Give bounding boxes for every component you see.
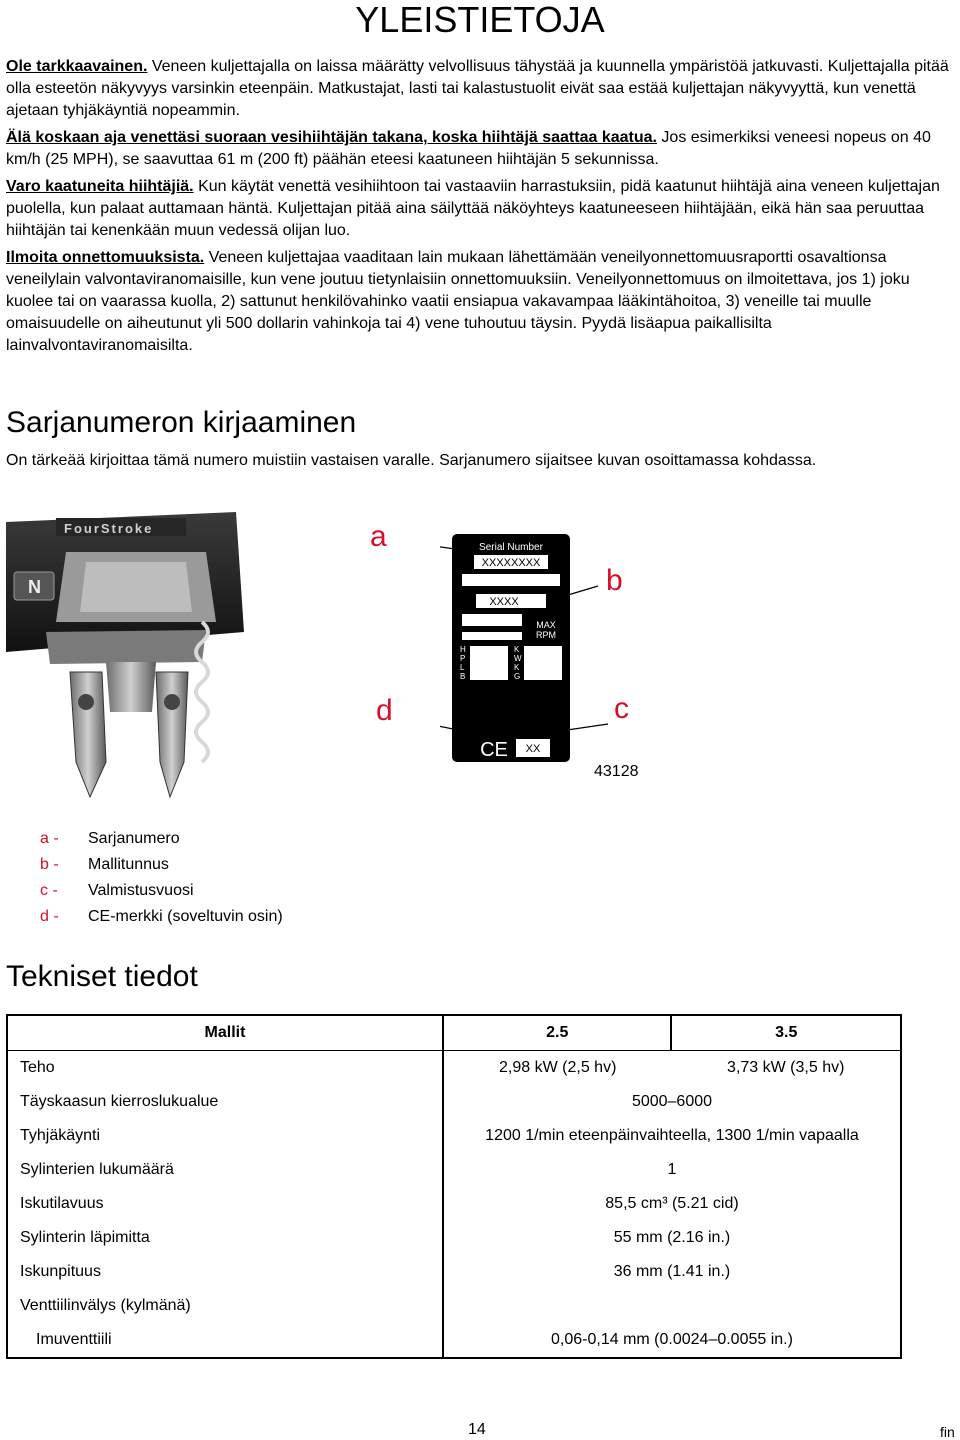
serial-intro: On tärkeää kirjoittaa tämä numero muistiin vastaisen varalle. Sarjanumero sijaitsee kuvan osoittamassa kohdassa. <box>6 452 817 469</box>
serial-figure <box>0 508 960 798</box>
page-title: YLEISTIETOJA <box>355 0 605 40</box>
callout-b: b <box>606 564 623 597</box>
row-value: 36 mm (1.41 in.) <box>443 1255 901 1289</box>
legend-item <box>40 904 283 930</box>
row-value: 85,5 cm³ (5.21 cid) <box>443 1187 901 1221</box>
language-code: fin <box>940 1424 955 1440</box>
specs-header-model-2-5: 2.5 <box>443 1015 672 1051</box>
row-label: Imuventtiili <box>36 1331 112 1348</box>
specs-heading: Tekniset tiedot <box>6 960 198 993</box>
callout-c: c <box>614 692 629 725</box>
row-value-3-5: 3,73 kW (3,5 hv) <box>727 1059 845 1076</box>
page-number: 14 <box>468 1421 486 1438</box>
ce-mark-icon: CE <box>480 739 508 761</box>
row-value-2-5: 2,98 kW (2,5 hv) <box>443 1051 672 1086</box>
plate-model-value: XXXX <box>489 596 519 608</box>
plate-hp-h: H <box>460 645 466 654</box>
table-row <box>7 1255 901 1289</box>
safety-text <box>6 56 956 357</box>
legend-key: d - <box>40 908 59 925</box>
paragraph-body: Veneen kuljettajaa vaaditaan lain mukaan lähettämään veneilyonnettomuusraportti osavaltionsa veneilylain valvontaviranomaisille, kun vene joutuu tietynlaisiin onnettomuuksiin. Veneilyonnettomuus on ilmoitettava, jos 1) joku kuolee tai on vaarassa kuolla, 2) sattunut henkilövahinko vaatii ensiapua vakavampaa lääkintähoitoa, 3) veneille tai muulle omaisuudelle on aiheutunut yli 500 dollarin vahinkoja tai 4) vene tuhoutuu täysin. Pyydä lisäapua paikallisilta lainvalvontaviranomaisilta. <box>6 249 910 354</box>
plate-title: Serial Number <box>479 542 543 553</box>
legend-label: Sarjanumero <box>88 830 180 847</box>
paragraph-report-accidents <box>6 247 956 357</box>
row-label: Iskunpituus <box>20 1263 101 1280</box>
specs-header-row <box>7 1015 901 1051</box>
table-row <box>7 1187 901 1221</box>
row-value <box>443 1289 901 1323</box>
callout-d: d <box>376 694 393 727</box>
plate-lb-b: B <box>460 672 466 681</box>
plate-kg-g: G <box>514 672 521 681</box>
row-value: 1200 1/min eteenpäinvaihteella, 1300 1/min vapaalla <box>443 1119 901 1153</box>
row-label: Venttiilinvälys (kylmänä) <box>20 1297 191 1314</box>
row-label: Sylinterin läpimitta <box>20 1229 150 1246</box>
legend-key: c - <box>40 882 58 899</box>
row-value: 55 mm (2.16 in.) <box>443 1221 901 1255</box>
paragraph-lead: Älä koskaan aja venettäsi suoraan vesihiihtäjän takana, koska hiihtäjä saattaa kaatua. <box>6 129 657 146</box>
paragraph-lead: Ilmoita onnettomuuksista. <box>6 249 205 266</box>
paragraph-body: Veneen kuljettajalla on laissa määrätty velvollisuus tähystää ja kuunnella ympäristöä jatkuvasti. Kuljettajalla pitää olla esteetön näkyvyys varsinkin eteenpäin. Matkustajat, lasti tai kalastustuolit eivät saa estää kuljettajan näkyvyyttä, kun venettä ajetaan tyhjäkäyntiä nopeammin. <box>6 58 949 119</box>
serial-plate-diagram <box>440 528 640 768</box>
paragraph-body: Kun käytät venettä vesihiihtoon tai vastaaviin harrastuksiin, pidä kaatunut hiihtäjä aina veneen kuljettajan puolella, kun palaat auttamaan häntä. Kuljettajan pitää aina säilyttää näköyhteys kaatuneeseen hiihtäjään, eikä hän saa peruuttaa hiihtäjän tai kenenkään muun vedessä olijan luo. <box>6 178 940 239</box>
specs-table <box>6 1014 902 1359</box>
table-row <box>7 1153 901 1187</box>
plate-kw-k: K <box>514 645 520 654</box>
paragraph-body: Jos esimerkiksi veneesi nopeus on 40 km/h (25 MPH), se saavuttaa 61 m (200 ft) päähän eteesi kaatuneen hiihtäjän 5 sekunnissa. <box>6 129 931 168</box>
outboard-motor-photo <box>6 512 244 802</box>
row-label: Täyskaasun kierroslukualue <box>20 1093 219 1110</box>
plate-kw-w: W <box>514 654 522 663</box>
figure-id: 43128 <box>594 763 639 780</box>
plate-hp-p: P <box>460 654 466 663</box>
row-value: 1 <box>443 1153 901 1187</box>
paragraph-attention <box>6 56 956 122</box>
row-value: 0,06-0,14 mm (0.0024–0.0055 in.) <box>443 1323 901 1358</box>
legend-item <box>40 878 283 904</box>
paragraph-lead: Ole tarkkaavainen. <box>6 58 148 75</box>
plate-lb-l: L <box>460 663 465 672</box>
table-row <box>7 1051 901 1086</box>
table-row <box>7 1323 901 1358</box>
photo-gear-letter: N <box>28 577 41 597</box>
row-label: Tyhjäkäynti <box>20 1127 101 1144</box>
paragraph-skier-behind <box>6 127 956 171</box>
table-row <box>7 1085 901 1119</box>
plate-rpm-label: RPM <box>536 630 556 640</box>
legend-label: Mallitunnus <box>88 856 169 873</box>
paragraph-fallen-skiers <box>6 176 956 242</box>
table-row <box>7 1119 901 1153</box>
legend-item <box>40 852 283 878</box>
figure-legend <box>40 826 283 930</box>
plate-serial-value: XXXXXXXX <box>481 557 541 569</box>
callout-a: a <box>370 520 387 553</box>
paragraph-lead: Varo kaatuneita hiihtäjiä. <box>6 178 194 195</box>
row-label: Sylinterien lukumäärä <box>20 1161 174 1178</box>
legend-label: CE-merkki (soveltuvin osin) <box>88 908 283 925</box>
specs-header-model-3-5: 3.5 <box>671 1015 901 1051</box>
photo-brand-text: FourStroke <box>64 521 154 536</box>
row-value: 5000–6000 <box>443 1085 901 1119</box>
legend-item <box>40 826 283 852</box>
legend-key: a - <box>40 830 59 847</box>
row-label: Teho <box>20 1059 55 1076</box>
plate-year-value: XX <box>525 743 541 755</box>
legend-label: Valmistusvuosi <box>88 882 194 899</box>
legend-key: b - <box>40 856 59 873</box>
table-row <box>7 1221 901 1255</box>
row-label: Iskutilavuus <box>20 1195 104 1212</box>
plate-kg-k: K <box>514 663 520 672</box>
plate-max-label: MAX <box>536 620 556 630</box>
serial-heading: Sarjanumeron kirjaaminen <box>6 406 357 439</box>
table-row <box>7 1289 901 1323</box>
specs-header-models: Mallit <box>7 1015 443 1051</box>
